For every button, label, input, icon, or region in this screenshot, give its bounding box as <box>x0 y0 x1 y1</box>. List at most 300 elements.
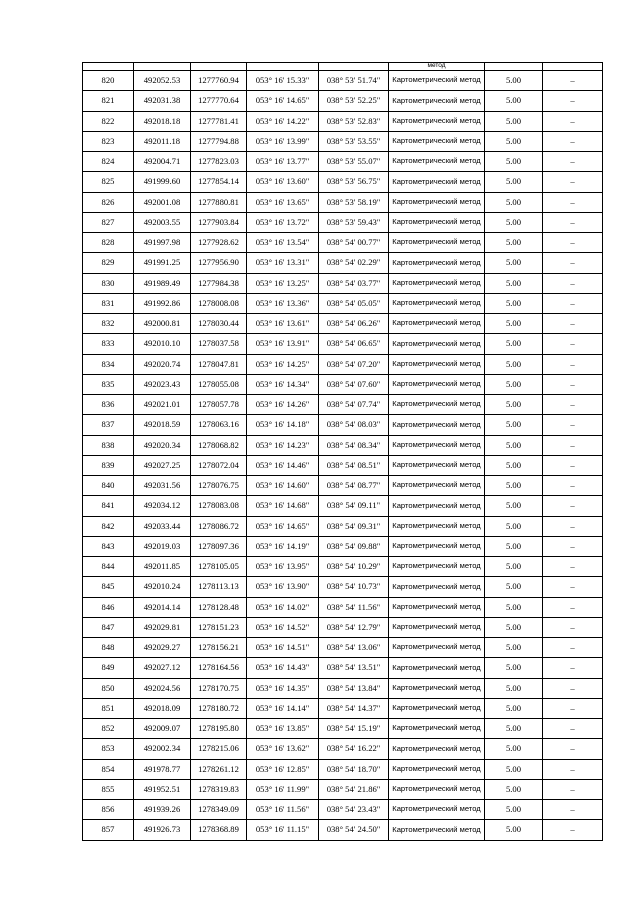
method-cell: Картометрический метод <box>389 577 485 597</box>
point-number-cell: 823 <box>83 131 134 151</box>
note-cell: – <box>543 374 603 394</box>
y-coordinate-cell: 1278170.75 <box>191 678 247 698</box>
note-cell: – <box>543 536 603 556</box>
accuracy-cell: 5.00 <box>485 759 543 779</box>
longitude-cell: 038° 54' 13.51" <box>319 658 389 678</box>
latitude-cell: 053° 16' 14.22" <box>247 111 319 131</box>
longitude-cell: 038° 54' 07.74" <box>319 395 389 415</box>
table-row <box>83 152 603 172</box>
method-cell: Картометрический метод <box>389 233 485 253</box>
table-row <box>83 374 603 394</box>
accuracy-cell: 5.00 <box>485 172 543 192</box>
latitude-cell: 053° 16' 13.31" <box>247 253 319 273</box>
x-coordinate-cell: 492021.01 <box>134 395 191 415</box>
point-number-cell: 825 <box>83 172 134 192</box>
y-coordinate-cell: 1278105.05 <box>191 557 247 577</box>
y-coordinate-cell: 1278164.56 <box>191 658 247 678</box>
latitude-cell: 053° 16' 14.65" <box>247 91 319 111</box>
latitude-cell: 053° 16' 14.52" <box>247 617 319 637</box>
longitude-cell: 038° 54' 06.26" <box>319 314 389 334</box>
longitude-cell: 038° 53' 59.43" <box>319 212 389 232</box>
x-coordinate-cell: 492024.56 <box>134 678 191 698</box>
table-row <box>83 334 603 354</box>
longitude-cell: 038° 54' 07.20" <box>319 354 389 374</box>
note-cell: – <box>543 111 603 131</box>
accuracy-cell: 5.00 <box>485 131 543 151</box>
longitude-cell: 038° 54' 09.11" <box>319 496 389 516</box>
latitude-cell: 053° 16' 14.23" <box>247 435 319 455</box>
point-number-cell: 826 <box>83 192 134 212</box>
point-number-cell: 849 <box>83 658 134 678</box>
x-coordinate-cell: 492052.53 <box>134 71 191 91</box>
latitude-cell: 053° 16' 13.77" <box>247 152 319 172</box>
method-cell: Картометрический метод <box>389 71 485 91</box>
note-cell: – <box>543 91 603 111</box>
note-cell: – <box>543 638 603 658</box>
table-row <box>83 719 603 739</box>
method-cell: Картометрический метод <box>389 91 485 111</box>
latitude-cell: 053° 16' 14.34" <box>247 374 319 394</box>
y-coordinate-cell: 1278037.58 <box>191 334 247 354</box>
note-cell: – <box>543 354 603 374</box>
x-coordinate-cell: 492002.34 <box>134 739 191 759</box>
y-coordinate-cell: 1277770.64 <box>191 91 247 111</box>
point-number-cell: 836 <box>83 395 134 415</box>
table-row <box>83 354 603 374</box>
point-number-cell: 835 <box>83 374 134 394</box>
method-cell: Картометрический метод <box>389 698 485 718</box>
method-cell: Картометрический метод <box>389 800 485 820</box>
table-row <box>83 314 603 334</box>
method-cell: Картометрический метод <box>389 597 485 617</box>
note-cell: – <box>543 334 603 354</box>
note-cell: – <box>543 435 603 455</box>
method-cell: Картометрический метод <box>389 638 485 658</box>
table-row <box>83 273 603 293</box>
accuracy-cell: 5.00 <box>485 314 543 334</box>
y-coordinate-cell: 1277984.38 <box>191 273 247 293</box>
note-cell: – <box>543 739 603 759</box>
latitude-cell: 053° 16' 13.54" <box>247 233 319 253</box>
note-cell: – <box>543 800 603 820</box>
longitude-cell: 038° 54' 14.37" <box>319 698 389 718</box>
longitude-cell: 038° 54' 08.51" <box>319 455 389 475</box>
x-coordinate-cell: 492003.55 <box>134 212 191 232</box>
accuracy-cell: 5.00 <box>485 496 543 516</box>
accuracy-cell: 5.00 <box>485 71 543 91</box>
point-number-cell: 846 <box>83 597 134 617</box>
x-coordinate-cell: 491999.60 <box>134 172 191 192</box>
note-cell: – <box>543 253 603 273</box>
table-row <box>83 577 603 597</box>
x-coordinate-cell: 492027.12 <box>134 658 191 678</box>
longitude-cell: 038° 54' 11.56" <box>319 597 389 617</box>
method-cell: Картометрический метод <box>389 516 485 536</box>
y-coordinate-cell: 1278261.12 <box>191 759 247 779</box>
method-cell: Картометрический метод <box>389 739 485 759</box>
accuracy-cell: 5.00 <box>485 91 543 111</box>
x-coordinate-cell: 491939.26 <box>134 800 191 820</box>
table-row <box>83 293 603 313</box>
method-cell: Картометрический метод <box>389 759 485 779</box>
latitude-cell: 053° 16' 14.46" <box>247 455 319 475</box>
latitude-cell: 053° 16' 14.14" <box>247 698 319 718</box>
latitude-cell: 053° 16' 14.60" <box>247 476 319 496</box>
x-coordinate-cell: 492010.10 <box>134 334 191 354</box>
note-cell: – <box>543 820 603 840</box>
accuracy-cell: 5.00 <box>485 455 543 475</box>
y-coordinate-cell: 1278156.21 <box>191 638 247 658</box>
accuracy-cell: 5.00 <box>485 476 543 496</box>
note-cell: – <box>543 617 603 637</box>
method-cell: Картометрический метод <box>389 415 485 435</box>
x-coordinate-cell: 492031.38 <box>134 91 191 111</box>
latitude-cell: 053° 16' 13.95" <box>247 557 319 577</box>
note-cell: – <box>543 152 603 172</box>
accuracy-cell: 5.00 <box>485 638 543 658</box>
method-cell: Картометрический метод <box>389 779 485 799</box>
method-cell: Картометрический метод <box>389 455 485 475</box>
x-coordinate-cell: 492029.27 <box>134 638 191 658</box>
longitude-cell: 038° 54' 09.31" <box>319 516 389 536</box>
x-coordinate-cell: 492027.25 <box>134 455 191 475</box>
note-cell: – <box>543 131 603 151</box>
x-coordinate-cell: 491926.73 <box>134 820 191 840</box>
point-number-cell: 840 <box>83 476 134 496</box>
accuracy-cell: 5.00 <box>485 800 543 820</box>
longitude-cell: 038° 54' 08.77" <box>319 476 389 496</box>
point-number-cell: 845 <box>83 577 134 597</box>
y-coordinate-cell: 1277781.41 <box>191 111 247 131</box>
x-coordinate-cell: 491978.77 <box>134 759 191 779</box>
latitude-cell: 053° 16' 13.36" <box>247 293 319 313</box>
point-number-cell: 839 <box>83 455 134 475</box>
cell-empty <box>134 63 191 71</box>
point-number-cell: 847 <box>83 617 134 637</box>
longitude-cell: 038° 54' 02.29" <box>319 253 389 273</box>
method-cell: Картометрический метод <box>389 131 485 151</box>
method-cell: Картометрический метод <box>389 617 485 637</box>
latitude-cell: 053° 16' 15.33" <box>247 71 319 91</box>
point-number-cell: 848 <box>83 638 134 658</box>
accuracy-cell: 5.00 <box>485 192 543 212</box>
table-row <box>83 212 603 232</box>
point-number-cell: 834 <box>83 354 134 374</box>
y-coordinate-cell: 1278076.75 <box>191 476 247 496</box>
note-cell: – <box>543 455 603 475</box>
table-row <box>83 496 603 516</box>
latitude-cell: 053° 16' 12.85" <box>247 759 319 779</box>
y-coordinate-cell: 1278072.04 <box>191 455 247 475</box>
point-number-cell: 832 <box>83 314 134 334</box>
x-coordinate-cell: 491997.98 <box>134 233 191 253</box>
point-number-cell: 851 <box>83 698 134 718</box>
longitude-cell: 038° 54' 05.05" <box>319 293 389 313</box>
note-cell: – <box>543 314 603 334</box>
method-cell: метод <box>389 63 485 71</box>
x-coordinate-cell: 492029.81 <box>134 617 191 637</box>
point-number-cell: 856 <box>83 800 134 820</box>
accuracy-cell: 5.00 <box>485 739 543 759</box>
note-cell: – <box>543 678 603 698</box>
y-coordinate-cell: 1277880.81 <box>191 192 247 212</box>
longitude-cell: 038° 53' 58.19" <box>319 192 389 212</box>
point-number-cell: 830 <box>83 273 134 293</box>
table-row <box>83 678 603 698</box>
latitude-cell: 053° 16' 14.51" <box>247 638 319 658</box>
longitude-cell: 038° 53' 51.74" <box>319 71 389 91</box>
method-cell: Картометрический метод <box>389 212 485 232</box>
accuracy-cell: 5.00 <box>485 698 543 718</box>
y-coordinate-cell: 1278008.08 <box>191 293 247 313</box>
y-coordinate-cell: 1277760.94 <box>191 71 247 91</box>
accuracy-cell: 5.00 <box>485 395 543 415</box>
latitude-cell: 053° 16' 14.02" <box>247 597 319 617</box>
method-cell: Картометрический метод <box>389 152 485 172</box>
longitude-cell: 038° 54' 08.03" <box>319 415 389 435</box>
x-coordinate-cell: 491991.25 <box>134 253 191 273</box>
accuracy-cell: 5.00 <box>485 293 543 313</box>
method-cell: Картометрический метод <box>389 314 485 334</box>
longitude-cell: 038° 53' 55.07" <box>319 152 389 172</box>
y-coordinate-cell: 1278368.89 <box>191 820 247 840</box>
table-row <box>83 71 603 91</box>
point-number-cell: 852 <box>83 719 134 739</box>
longitude-cell: 038° 54' 06.65" <box>319 334 389 354</box>
longitude-cell: 038° 54' 12.79" <box>319 617 389 637</box>
point-number-cell: 838 <box>83 435 134 455</box>
table-row <box>83 253 603 273</box>
accuracy-cell: 5.00 <box>485 435 543 455</box>
note-cell: – <box>543 233 603 253</box>
accuracy-cell: 5.00 <box>485 212 543 232</box>
longitude-cell: 038° 54' 13.84" <box>319 678 389 698</box>
latitude-cell: 053° 16' 14.18" <box>247 415 319 435</box>
method-cell: Картометрический метод <box>389 820 485 840</box>
cell-empty <box>83 63 134 71</box>
latitude-cell: 053° 16' 14.68" <box>247 496 319 516</box>
method-cell: Картометрический метод <box>389 536 485 556</box>
table-row <box>83 759 603 779</box>
point-number-cell: 844 <box>83 557 134 577</box>
longitude-cell: 038° 54' 09.88" <box>319 536 389 556</box>
point-number-cell: 842 <box>83 516 134 536</box>
latitude-cell: 053° 16' 13.65" <box>247 192 319 212</box>
method-cell: Картометрический метод <box>389 354 485 374</box>
longitude-cell: 038° 54' 10.29" <box>319 557 389 577</box>
y-coordinate-cell: 1278319.83 <box>191 779 247 799</box>
y-coordinate-cell: 1277903.84 <box>191 212 247 232</box>
accuracy-cell: 5.00 <box>485 233 543 253</box>
note-cell: – <box>543 557 603 577</box>
y-coordinate-cell: 1278215.06 <box>191 739 247 759</box>
accuracy-cell: 5.00 <box>485 415 543 435</box>
method-cell: Картометрический метод <box>389 395 485 415</box>
latitude-cell: 053° 16' 14.65" <box>247 516 319 536</box>
longitude-cell: 038° 54' 18.70" <box>319 759 389 779</box>
cell-empty <box>543 63 603 71</box>
y-coordinate-cell: 1278055.08 <box>191 374 247 394</box>
method-cell: Картометрический метод <box>389 111 485 131</box>
note-cell: – <box>543 577 603 597</box>
method-cell: Картометрический метод <box>389 496 485 516</box>
coordinates-table <box>82 62 603 841</box>
longitude-cell: 038° 54' 00.77" <box>319 233 389 253</box>
method-cell: Картометрический метод <box>389 374 485 394</box>
note-cell: – <box>543 415 603 435</box>
longitude-cell: 038° 54' 23.43" <box>319 800 389 820</box>
longitude-cell: 038° 53' 52.83" <box>319 111 389 131</box>
continued-row <box>83 63 603 71</box>
point-number-cell: 831 <box>83 293 134 313</box>
point-number-cell: 827 <box>83 212 134 232</box>
table-row <box>83 172 603 192</box>
method-cell: Картометрический метод <box>389 273 485 293</box>
accuracy-cell: 5.00 <box>485 597 543 617</box>
table-row <box>83 739 603 759</box>
x-coordinate-cell: 492009.07 <box>134 719 191 739</box>
accuracy-cell: 5.00 <box>485 719 543 739</box>
table-row <box>83 192 603 212</box>
point-number-cell: 855 <box>83 779 134 799</box>
latitude-cell: 053° 16' 11.15" <box>247 820 319 840</box>
note-cell: – <box>543 212 603 232</box>
y-coordinate-cell: 1278086.72 <box>191 516 247 536</box>
latitude-cell: 053° 16' 13.99" <box>247 131 319 151</box>
longitude-cell: 038° 54' 15.19" <box>319 719 389 739</box>
table-row <box>83 435 603 455</box>
point-number-cell: 824 <box>83 152 134 172</box>
x-coordinate-cell: 492020.34 <box>134 435 191 455</box>
method-cell: Картометрический метод <box>389 658 485 678</box>
table-row <box>83 658 603 678</box>
latitude-cell: 053° 16' 14.35" <box>247 678 319 698</box>
x-coordinate-cell: 492033.44 <box>134 516 191 536</box>
method-cell: Картометрический метод <box>389 253 485 273</box>
method-cell: Картометрический метод <box>389 192 485 212</box>
table-row <box>83 91 603 111</box>
y-coordinate-cell: 1278113.13 <box>191 577 247 597</box>
accuracy-cell: 5.00 <box>485 354 543 374</box>
longitude-cell: 038° 54' 24.50" <box>319 820 389 840</box>
x-coordinate-cell: 491952.51 <box>134 779 191 799</box>
point-number-cell: 841 <box>83 496 134 516</box>
x-coordinate-cell: 492000.81 <box>134 314 191 334</box>
note-cell: – <box>543 496 603 516</box>
table-row <box>83 800 603 820</box>
point-number-cell: 857 <box>83 820 134 840</box>
method-cell: Картометрический метод <box>389 678 485 698</box>
x-coordinate-cell: 492018.59 <box>134 415 191 435</box>
point-number-cell: 828 <box>83 233 134 253</box>
longitude-cell: 038° 53' 53.55" <box>319 131 389 151</box>
latitude-cell: 053° 16' 11.99" <box>247 779 319 799</box>
y-coordinate-cell: 1278047.81 <box>191 354 247 374</box>
x-coordinate-cell: 492011.85 <box>134 557 191 577</box>
y-coordinate-cell: 1278128.48 <box>191 597 247 617</box>
accuracy-cell: 5.00 <box>485 374 543 394</box>
point-number-cell: 822 <box>83 111 134 131</box>
table-row <box>83 557 603 577</box>
method-cell: Картометрический метод <box>389 719 485 739</box>
y-coordinate-cell: 1277794.88 <box>191 131 247 151</box>
latitude-cell: 053° 16' 14.25" <box>247 354 319 374</box>
method-cell: Картометрический метод <box>389 435 485 455</box>
longitude-cell: 038° 53' 52.25" <box>319 91 389 111</box>
accuracy-cell: 5.00 <box>485 617 543 637</box>
y-coordinate-cell: 1277854.14 <box>191 172 247 192</box>
longitude-cell: 038° 54' 13.06" <box>319 638 389 658</box>
x-coordinate-cell: 492031.56 <box>134 476 191 496</box>
y-coordinate-cell: 1278349.09 <box>191 800 247 820</box>
x-coordinate-cell: 492010.24 <box>134 577 191 597</box>
cell-empty <box>247 63 319 71</box>
note-cell: – <box>543 597 603 617</box>
x-coordinate-cell: 492020.74 <box>134 354 191 374</box>
x-coordinate-cell: 492023.43 <box>134 374 191 394</box>
table-row <box>83 131 603 151</box>
accuracy-cell: 5.00 <box>485 658 543 678</box>
table-row <box>83 820 603 840</box>
table-row <box>83 597 603 617</box>
x-coordinate-cell: 492014.14 <box>134 597 191 617</box>
latitude-cell: 053° 16' 14.19" <box>247 536 319 556</box>
accuracy-cell: 5.00 <box>485 334 543 354</box>
longitude-cell: 038° 54' 08.34" <box>319 435 389 455</box>
method-cell: Картометрический метод <box>389 172 485 192</box>
accuracy-cell: 5.00 <box>485 779 543 799</box>
accuracy-cell: 5.00 <box>485 557 543 577</box>
accuracy-cell: 5.00 <box>485 820 543 840</box>
table-row <box>83 779 603 799</box>
cell-empty <box>485 63 543 71</box>
y-coordinate-cell: 1277823.03 <box>191 152 247 172</box>
point-number-cell: 854 <box>83 759 134 779</box>
method-cell: Картометрический метод <box>389 334 485 354</box>
latitude-cell: 053° 16' 13.60" <box>247 172 319 192</box>
x-coordinate-cell: 492034.12 <box>134 496 191 516</box>
table-row <box>83 415 603 435</box>
y-coordinate-cell: 1278057.78 <box>191 395 247 415</box>
accuracy-cell: 5.00 <box>485 577 543 597</box>
y-coordinate-cell: 1278180.72 <box>191 698 247 718</box>
x-coordinate-cell: 492004.71 <box>134 152 191 172</box>
latitude-cell: 053° 16' 13.90" <box>247 577 319 597</box>
y-coordinate-cell: 1278063.16 <box>191 415 247 435</box>
method-cell: Картометрический метод <box>389 557 485 577</box>
latitude-cell: 053° 16' 14.43" <box>247 658 319 678</box>
point-number-cell: 833 <box>83 334 134 354</box>
cell-empty <box>191 63 247 71</box>
x-coordinate-cell: 492018.18 <box>134 111 191 131</box>
point-number-cell: 837 <box>83 415 134 435</box>
note-cell: – <box>543 516 603 536</box>
x-coordinate-cell: 492001.08 <box>134 192 191 212</box>
note-cell: – <box>543 293 603 313</box>
accuracy-cell: 5.00 <box>485 516 543 536</box>
x-coordinate-cell: 492018.09 <box>134 698 191 718</box>
accuracy-cell: 5.00 <box>485 536 543 556</box>
point-number-cell: 821 <box>83 91 134 111</box>
latitude-cell: 053° 16' 13.85" <box>247 719 319 739</box>
point-number-cell: 829 <box>83 253 134 273</box>
x-coordinate-cell: 491989.49 <box>134 273 191 293</box>
note-cell: – <box>543 759 603 779</box>
table-row <box>83 395 603 415</box>
latitude-cell: 053° 16' 13.62" <box>247 739 319 759</box>
latitude-cell: 053° 16' 13.72" <box>247 212 319 232</box>
note-cell: – <box>543 719 603 739</box>
